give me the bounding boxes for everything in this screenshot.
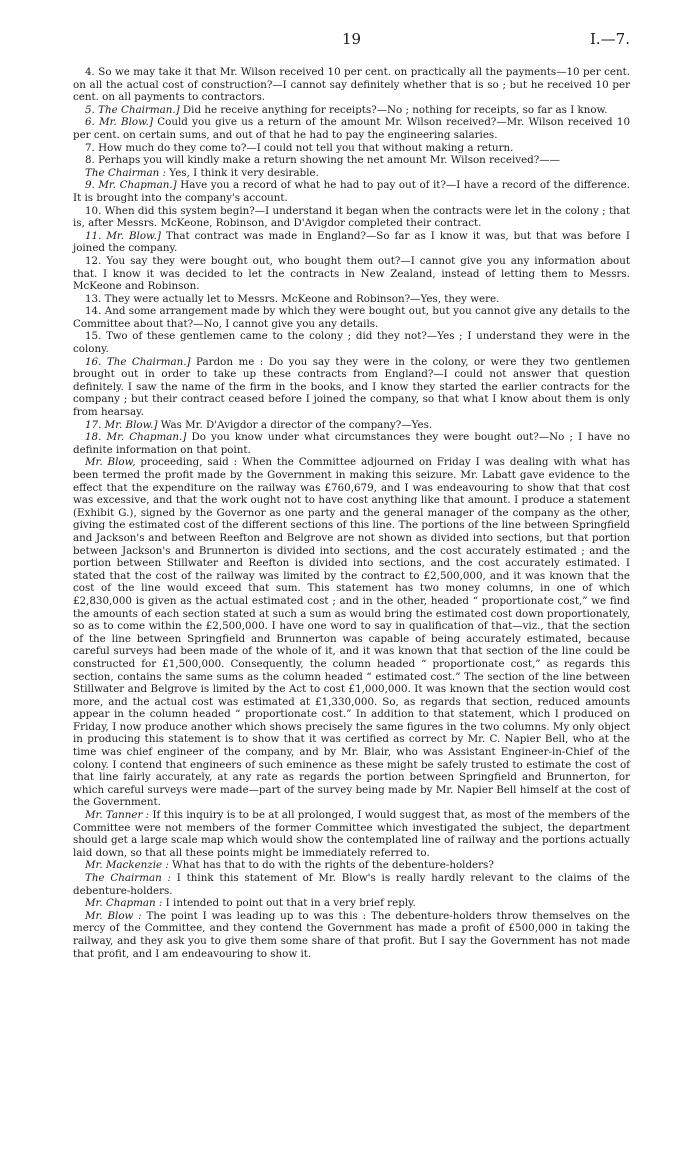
paragraph-text: proceeding, said : When the Committee adjourned on Friday I was dealing with what has been termed the profit made by the Government in making this seizure. Mr. Labatt gave evidence to the effect that the expenditure on the railway was £760,679, and I was endeavouring to show that that cost was excessive, and that the work ought not to have cost anything like that amount. I produce a statement (Exhibit G.), signed by the Governor as one party and the general manager of the company as the other, giving the estimated cost of the different sections of this line. The portions of the line between Springfield and Jackson's and between Reefton and Belgrove are not shown as divided into sections, but that portion between Jackson's and Brunnerton is divided into sections, and the cost accurately estimated ; and the portion between Stillwater and Reefton is divided into sections, and the cost accurately estimated. I stated that the cost of the railway was limited by the contract to £2,500,000, and it was known that the cost of the line would exceed that sum. This statement has two money columns, in one of which £2,830,000 is given as the actual estimated cost ; and in the other, headed “ proportionate cost,” we find the amounts of each section stated at such a sum as would bring the estimated cost down proportionately, so as to come within the £2,500,000. I have one word to say in qualification of that—viz., that the section of the line between Springfield and Brunnerton was capable of being accurately estimated, because careful surveys had been made of the whole of it, and it was known that that section of the line could be constructed for £1,500,000. Consequently, the column headed “ proportionate cost,” as regards this section, contains the same sums as the column headed “ estimated cost.” The section of the line between Stillwater and Belgrove is limited by the Act to cost £1,000,000. It was known that the section would cost more, and the actual cost was estimated at £1,330,000. So, as regards that section, reduced amounts appear in the column headed “ proportionate cost.” In addition to that statement, which I produced on Friday, I now produce another which shows precisely the same figures in the two columns. My only object in producing this statement is to show that it was certified as correct by Mr. C. Napier Bell, who at the time was chief engineer of the company, and by Mr. Blair, who was Assistant Engineer-in-Chief of the colony. I contend that engineers of such eminence as these might be safely trusted to estimate the cost of that line fairly accurately, at any rate as regards the portion between Springfield and Brunnerton, for which careful surveys were made—part of the survey being made by Mr. Napier Bell himself at the cost of the Government. <box>73 456 630 809</box>
paragraph <box>73 897 630 910</box>
paragraph <box>73 66 630 104</box>
paragraph-text: Pardon me : Do you say they were in the colony, or were they two gentlemen brought out in order to take up these contracts from England?—I could not answer that question definitely. I saw the name of the firm in the books, and I know they started the earlier contracts for the company ; but their contract ceased before I joined the company, so that what I know about them is only from hearsay. <box>73 355 630 419</box>
paragraph-text: Do you know under what circumstances they were bought out?—No ; I have no definite information on that point. <box>73 431 630 456</box>
paragraph <box>73 142 630 155</box>
paragraph-text: 4. So we may take it that Mr. Wilson received 10 per cent. on practically all the payments—10 per cent. on all the actual cost of construction?—I cannot say definitely whether that is so ; but he received 10 per cent. on all payments to contractors. <box>73 66 630 104</box>
paragraph-text: Did he receive anything for receipts?—No ; nothing for receipts, so far as I know. <box>179 103 608 116</box>
paragraph <box>73 167 630 180</box>
page-header <box>73 30 630 52</box>
paragraph-text: Could you give us a return of the amount Mr. Wilson received?—Mr. Wilson received 10 per cent. on certain sums, and out of that he had to pay the engineering salaries. <box>73 116 631 141</box>
paragraph <box>73 104 630 117</box>
paragraph-text: 13. They were actually let to Messrs. McKeone and Robinson?—Yes, they were. <box>85 292 500 305</box>
paragraph-text: 7. How much do they come to?—I could not tell you that without making a return. <box>85 141 514 154</box>
paragraph <box>73 872 630 897</box>
paragraph <box>73 809 630 859</box>
speaker-label: Mr. Blow, <box>85 456 136 469</box>
document-body <box>73 66 630 960</box>
speaker-label: 16. The Chairman.] <box>85 355 191 368</box>
speaker-label: Mr. Mackenzie : <box>85 859 169 872</box>
document-reference: I.—7. <box>589 30 630 48</box>
paragraph <box>73 116 630 141</box>
paragraph-text: The point I was leading up to was this : The debenture-holders throw themselves on the mercy of the Committee, and they contend the Government has made a profit of £500,000 in taking the railway, and they ask you to give them some share of that profit. But I say the Government has not made that profit, and I am endeavouring to show it. <box>73 909 630 960</box>
paragraph <box>73 230 630 255</box>
paragraph <box>73 431 630 456</box>
speaker-label: 9. Mr. Chapman.] <box>85 179 177 192</box>
speaker-label: 11. Mr. Blow.] <box>85 229 161 242</box>
speaker-label: 17. Mr. Blow.] <box>85 418 158 431</box>
paragraph <box>73 154 630 167</box>
paragraph-text: What has that to do with the rights of the debenture-holders? <box>168 859 494 872</box>
paragraph <box>73 859 630 872</box>
page-number: 19 <box>341 30 362 48</box>
paragraph <box>73 293 630 306</box>
paragraph-text: 12. You say they were bought out, who bought them out?—I cannot give you any information about that. I know it was decided to let the contracts in New Zealand, instead of letting them to Messrs. McKeone and Robinson. <box>73 254 630 293</box>
paragraph-text: Have you a record of what he had to pay out of it?—I have a record of the difference. It is brought into the company's account. <box>73 179 631 204</box>
paragraph <box>73 179 630 204</box>
paragraph <box>73 305 630 330</box>
paragraph-text: 10. When did this system begin?—I understand it began when the contracts were let in the colony ; that is, after Messrs. McKeone, Robinson, and D'Avigdor completed their contract. <box>73 204 630 230</box>
paragraph-text: If this inquiry is to be at all prolonged, I would suggest that, as most of the members of the Committee were not members of the former Committee which investigated the subject, the department should get a large scale map which would show the contemplated line of railway and the portions actually laid down, so that all these points might be immediately referred to. <box>73 809 630 859</box>
paragraph <box>73 205 630 230</box>
paragraph-text: Was Mr. D'Avigdor a director of the company?—Yes. <box>157 418 433 431</box>
speaker-label: The Chairman : <box>85 872 172 884</box>
paragraph-text: 8. Perhaps you will kindly make a return showing the net amount Mr. Wilson received?—— <box>85 154 560 167</box>
speaker-label: Mr. Tanner : <box>85 809 150 822</box>
paragraph <box>73 356 630 419</box>
paragraph-text: 14. And some arrangement made by which they were bought out, but you cannot give any details to the Committee about that?—No, I cannot give you any details. <box>73 305 630 330</box>
paragraph <box>73 330 630 355</box>
paragraph-text: 15. Two of these gentlemen came to the colony ; did they not?—Yes ; I understand they were in the colony. <box>73 330 630 356</box>
paragraph <box>73 255 630 293</box>
speaker-label: The Chairman : <box>85 166 167 179</box>
speaker-label: 18. Mr. Chapman.] <box>85 431 187 444</box>
paragraph <box>73 419 630 432</box>
paragraph-text: I think this statement of Mr. Blow's is really hardly relevant to the claims of the debenture-holders. <box>73 872 631 897</box>
paragraph-text: Yes, I think it very desirable. <box>166 166 319 179</box>
paragraph <box>73 910 630 960</box>
paragraph <box>73 456 630 809</box>
paragraph-text: I intended to point out that in a very brief reply. <box>162 897 416 910</box>
speaker-label: Mr. Chapman : <box>85 897 163 910</box>
speaker-label: 5. The Chairman.] <box>85 103 180 116</box>
speaker-label: 6. Mr. Blow.] <box>85 116 153 129</box>
speaker-label: Mr. Blow : <box>85 909 142 922</box>
paragraph-text: That contract was made in England?—So far as I know it was, but that was before I joined the company. <box>73 229 630 255</box>
